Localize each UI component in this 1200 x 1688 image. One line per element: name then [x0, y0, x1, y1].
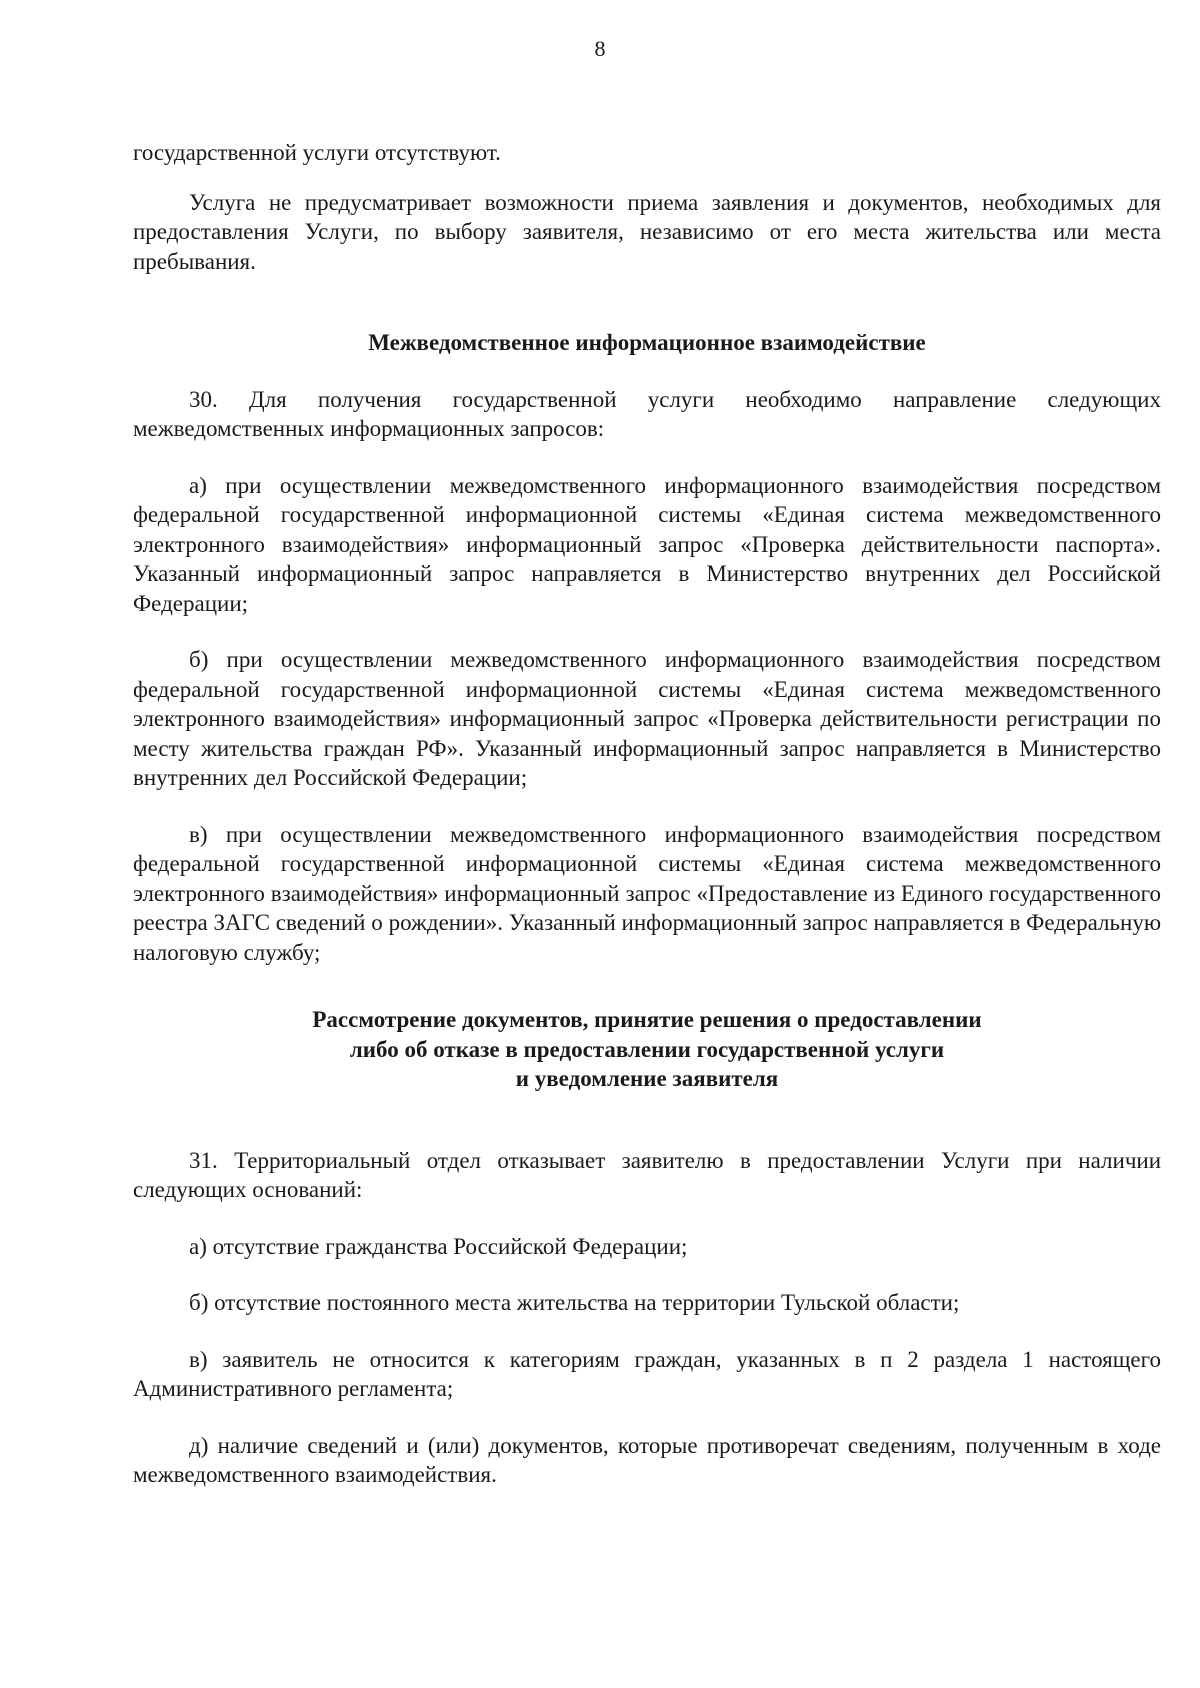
paragraph-31-a: а) отсутствие гражданства Российской Федерации; [189, 1233, 688, 1259]
document-body [133, 138, 1161, 1490]
paragraph-30-v: в) при осуществлении межведомственного информационного взаимодействия посредством федеральной государственной информационной системы «Единая система межведомственного электронного взаимодействия» информационный запрос «Предоставление из Единого государственного реестра ЗАГС сведений о рождении». Указанный информационный запрос направляется в Федеральную налоговую службу; [133, 821, 1161, 965]
section-heading-decision-line2: либо об отказе в предоставлении государственной услуги [349, 1036, 945, 1062]
paragraph-31-b: б) отсутствие постоянного места жительства на территории Тульской области; [189, 1290, 960, 1315]
section-heading-decision-line3: и уведомление заявителя [515, 1066, 779, 1091]
page-number: 8 [594, 36, 606, 61]
section-heading-decision-line1: Рассмотрение документов, принятие решения о предоставлении [312, 1007, 982, 1032]
paragraph-31-intro: 31. Территориальный отдел отказывает заявителю в предоставлении Услуги при наличии следующих оснований: [133, 1147, 1161, 1202]
paragraph-31-d: д) наличие сведений и (или) документов, которые противоречат сведениям, полученным в ходе межведомственного взаимодействия. [133, 1432, 1161, 1487]
paragraph-30-b: б) при осуществлении межведомственного информационного взаимодействия посредством федеральной государственной информационной системы «Единая система межведомственного электронного взаимодействия» информационный запрос «Проверка действительности регистрации по месту жительства граждан РФ». Указанный информационный запрос направляется в Министерство внутренних дел Российской Федерации; [133, 647, 1161, 790]
paragraph-30-intro: 30. Для получения государственной услуги необходимо направление следующих межведомственных информационных запросов: [133, 386, 1161, 441]
section-heading-decision [133, 1005, 1161, 1094]
paragraph-extraterritorial: Услуга не предусматривает возможности приема заявления и документов, необходимых для предоставления Услуги, по выбору заявителя, независимо от его места жительства или места пребывания. [133, 189, 1161, 274]
section-heading-interagency: Межведомственное информационное взаимодействие [368, 330, 926, 355]
paragraph-31-v: в) заявитель не относится к категориям граждан, указанных в п 2 раздела 1 настоящего Административного регламента; [133, 1346, 1161, 1401]
paragraph-continuation: государственной услуги отсутствуют. [133, 140, 501, 165]
paragraph-30-a: а) при осуществлении межведомственного информационного взаимодействия посредством федеральной государственной информационной системы «Единая система межведомственного электронного взаимодействия» информационный запрос «Проверка действительности паспорта». Указанный информационный запрос направляется в Министерство внутренних дел Российской Федерации; [133, 472, 1161, 616]
